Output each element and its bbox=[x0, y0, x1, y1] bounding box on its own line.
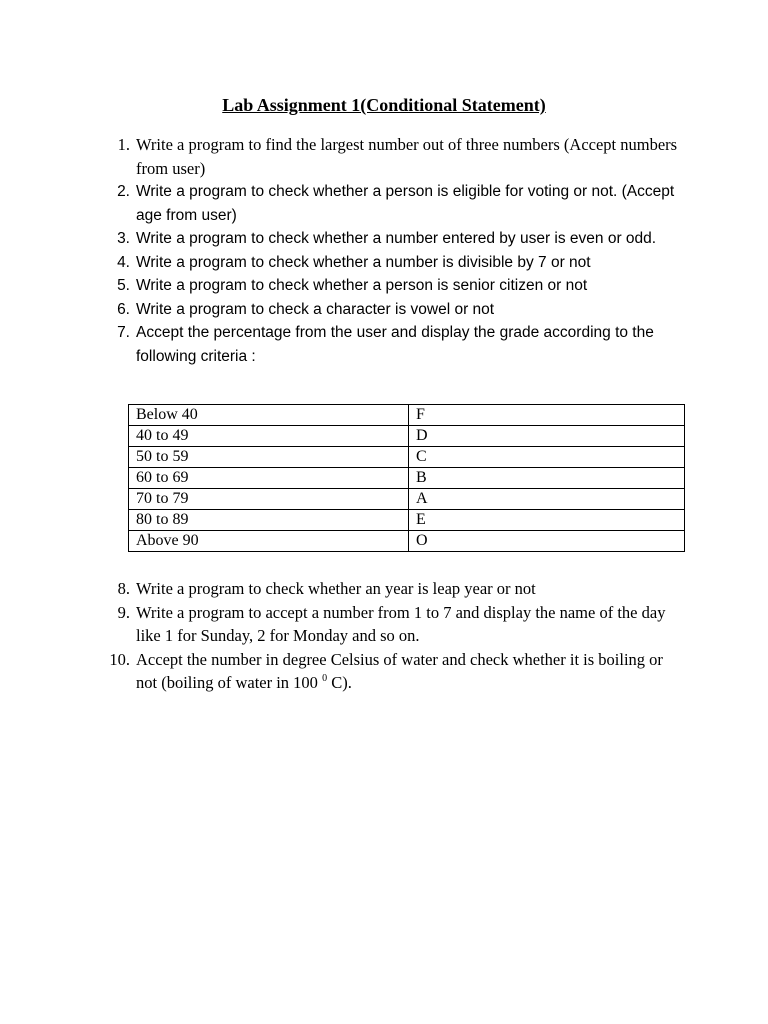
question-item bbox=[104, 321, 684, 368]
document-title: Lab Assignment 1(Conditional Statement) bbox=[222, 95, 546, 115]
grade-cell: O bbox=[409, 531, 685, 552]
question-number: 4. bbox=[117, 253, 130, 271]
question-number: 1. bbox=[117, 135, 130, 154]
percentage-range-cell: 70 to 79 bbox=[129, 489, 409, 510]
question-list-part-1 bbox=[104, 133, 684, 368]
question-text: Accept the percentage from the user and display the grade according to the following criteria : bbox=[136, 324, 654, 365]
table-row bbox=[129, 510, 685, 531]
question-item bbox=[104, 133, 684, 180]
question-text: Write a program to check whether a number is divisible by 7 or not bbox=[136, 253, 591, 271]
percentage-range-cell: Below 40 bbox=[129, 405, 409, 426]
question-text: Write a program to find the largest number out of three numbers (Accept numbers from user) bbox=[136, 135, 678, 178]
table-row bbox=[129, 489, 685, 510]
question-text: Write a program to accept a number from 1 to 7 and display the name of the day like 1 for Sunday, 2 for Monday and so on. bbox=[136, 602, 666, 645]
question-item bbox=[104, 180, 684, 227]
grade-criteria-table bbox=[128, 404, 685, 552]
question-number: 5. bbox=[117, 277, 130, 294]
question-number: 6. bbox=[117, 300, 130, 318]
grade-cell: B bbox=[409, 468, 685, 489]
table-row bbox=[129, 531, 685, 552]
percentage-range-cell: 50 to 59 bbox=[129, 447, 409, 468]
degree-superscript: 0 bbox=[322, 673, 328, 684]
question-text: Accept the number in degree Celsius of water and check whether it is boiling or not (boiling of water in 100 bbox=[136, 649, 663, 692]
question-text: Write a program to check whether a number entered by user is even or odd. bbox=[136, 230, 657, 247]
question-text-end: C). bbox=[331, 673, 352, 692]
question-number: 9. bbox=[117, 602, 130, 622]
table-row bbox=[129, 405, 685, 426]
question-text: Write a program to check whether a person is senior citizen or not bbox=[136, 277, 588, 294]
percentage-range-cell: 40 to 49 bbox=[129, 426, 409, 447]
question-text: Write a program to check whether a person is eligible for voting or not. (Accept age from user) bbox=[136, 183, 675, 224]
table-row bbox=[129, 468, 685, 489]
question-list-part-2 bbox=[104, 577, 684, 695]
question-text: Write a program to check a character is vowel or not bbox=[136, 300, 495, 318]
grade-cell: E bbox=[409, 510, 685, 531]
question-item bbox=[104, 251, 684, 275]
percentage-range-cell: 80 to 89 bbox=[129, 510, 409, 531]
table-row bbox=[129, 426, 685, 447]
question-item bbox=[104, 601, 684, 648]
question-number: 8. bbox=[117, 579, 130, 598]
table-row bbox=[129, 447, 685, 468]
question-number: 2. bbox=[117, 183, 130, 200]
question-number: 10. bbox=[109, 649, 130, 669]
grade-cell: C bbox=[409, 447, 685, 468]
question-number: 7. bbox=[117, 324, 130, 341]
question-item bbox=[104, 227, 684, 251]
grade-cell: A bbox=[409, 489, 685, 510]
question-item bbox=[104, 648, 684, 695]
question-item bbox=[104, 274, 684, 298]
question-number: 3. bbox=[117, 230, 130, 247]
grade-cell: D bbox=[409, 426, 685, 447]
percentage-range-cell: Above 90 bbox=[129, 531, 409, 552]
grade-cell: F bbox=[409, 405, 685, 426]
question-item bbox=[104, 298, 684, 322]
question-text: Write a program to check whether an year is leap year or not bbox=[136, 579, 536, 598]
percentage-range-cell: 60 to 69 bbox=[129, 468, 409, 489]
question-item bbox=[104, 577, 684, 601]
